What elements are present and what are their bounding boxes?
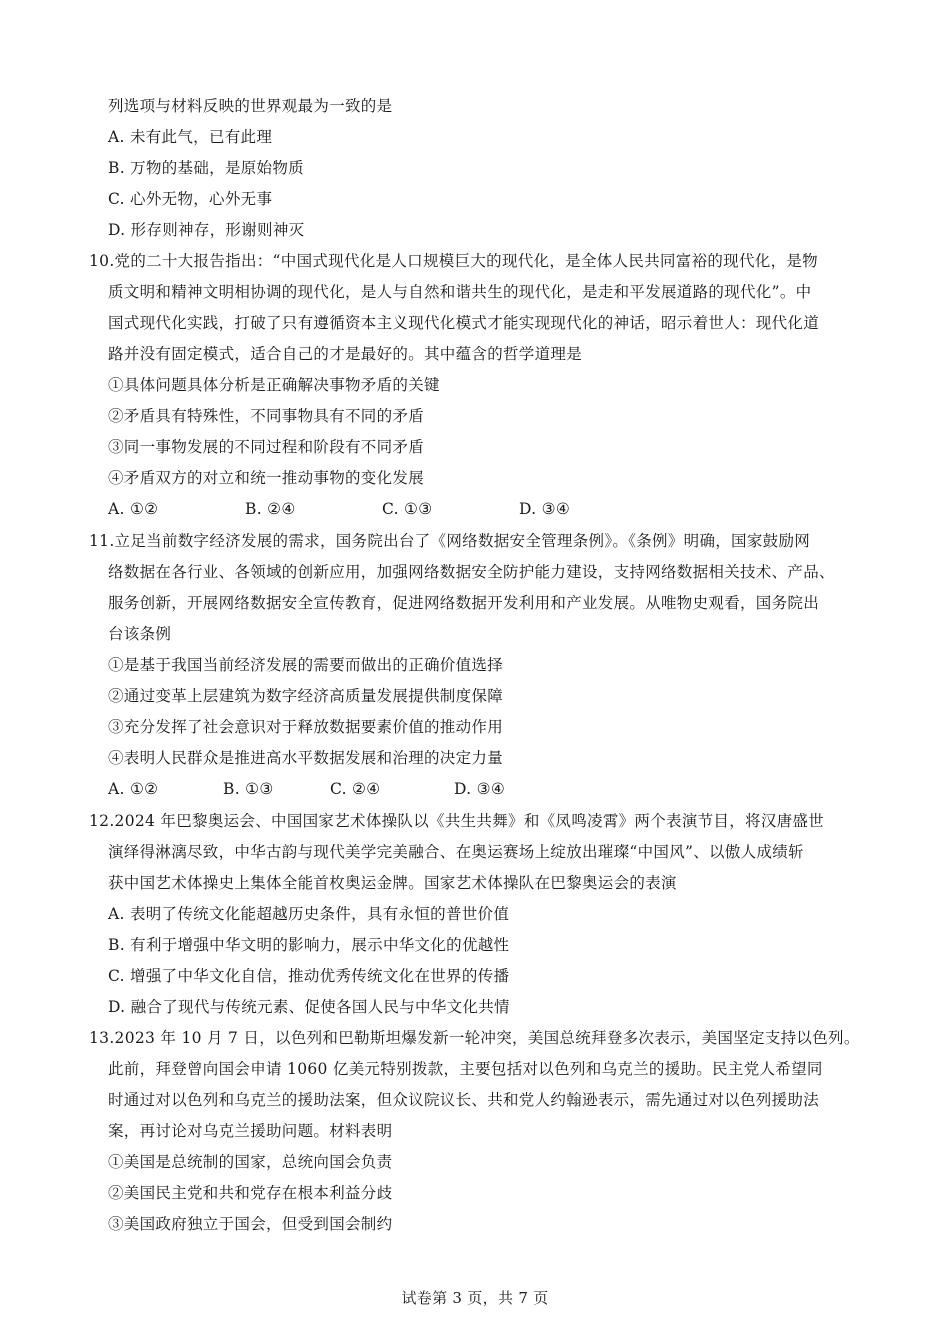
- question-13-stem-line: 此前，拜登曾向国会申请 1060 亿美元特别拨款，主要包括对以色列和乌克兰的援助。民主党人希望同: [108, 1060, 823, 1078]
- question-9-option-b: B. 万物的基础，是原始物质: [108, 159, 304, 177]
- question-12-option-b: B. 有利于增强中华文明的影响力，展示中华文化的优越性: [108, 936, 510, 954]
- question-10-stem-line: 质文明和精神文明相协调的现代化，是人与自然和谐共生的现代化，是走和平发展道路的现代化”。中: [108, 283, 812, 301]
- question-9-option-c: C. 心外无物，心外无事: [108, 190, 273, 208]
- question-13-statement: ①美国是总统制的国家，总统向国会负责: [108, 1153, 393, 1171]
- question-10-statement: ①具体问题具体分析是正确解决事物矛盾的关键: [108, 376, 440, 394]
- question-11-statement: ②通过变革上层建筑为数字经济高质量发展提供制度保障: [108, 687, 504, 705]
- question-12-option-a: A. 表明了传统文化能超越历史条件，具有永恒的普世价值: [108, 905, 510, 923]
- question-12-option-c: C. 增强了中华文化自信，推动优秀传统文化在世界的传播: [108, 967, 510, 985]
- question-11-choice-b: B. ①③: [223, 780, 274, 798]
- question-11-choice-c: C. ②④: [330, 780, 381, 798]
- question-11-stem-line: 11.立足当前数字经济发展的需求，国务院出台了《网络数据安全管理条例》。《条例》明确，国家鼓励网: [89, 532, 811, 550]
- question-10-choices: [108, 498, 570, 520]
- question-11-stem-line: 台该条例: [108, 625, 172, 643]
- question-10-stem-line: 路并没有固定模式，适合自己的才是最好的。其中蕴含的哲学道理是: [108, 345, 583, 363]
- question-10-choice-a: A. ①②: [108, 500, 159, 518]
- question-10-stem-line: 国式现代化实践，打破了只有遵循资本主义现代化模式才能实现现代化的神话，昭示着世人：现代化道: [108, 314, 820, 332]
- question-11-stem-line: 络数据在各行业、各领域的创新应用，加强网络数据安全防护能力建设，支持网络数据相关技术、产品、: [108, 563, 835, 581]
- page-footer: 试卷第 3 页，共 7 页: [401, 1289, 549, 1307]
- question-13-stem-line: 案，再讨论对乌克兰援助问题。材料表明: [108, 1122, 393, 1140]
- question-11-statement: ③充分发挥了社会意识对于释放数据要素价值的推动作用: [108, 718, 504, 736]
- question-13-stem-line: 13.2023 年 10 月 7 日，以色列和巴勒斯坦爆发新一轮冲突，美国总统拜登多次表示，美国坚定支持以色列。: [89, 1029, 860, 1047]
- question-12-option-d: D. 融合了现代与传统元素、促使各国人民与中华文化共情: [108, 998, 510, 1016]
- question-13-statement: ②美国民主党和共和党存在根本利益分歧: [108, 1184, 393, 1202]
- question-9-option-a: A. 未有此气，已有此理: [108, 128, 273, 146]
- question-11-choice-d: D. ③④: [454, 780, 506, 798]
- question-12-stem-line: 演绎得淋漓尽致，中华古韵与现代美学完美融合、在奥运赛场上绽放出璀璨“中国风”、以傲人成绩斩: [108, 843, 804, 861]
- question-10-choice-c: C. ①③: [382, 500, 433, 518]
- question-11-stem-line: 服务创新，开展网络数据安全宣传教育，促进网络数据开发利用和产业发展。从唯物史观看，国务院出: [108, 594, 820, 612]
- question-10-choice-d: D. ③④: [519, 500, 571, 518]
- question-10-choice-b: B. ②④: [245, 500, 296, 518]
- question-11-statement: ①是基于我国当前经济发展的需要而做出的正确价值选择: [108, 656, 504, 674]
- question-13-statement: ③美国政府独立于国会，但受到国会制约: [108, 1215, 393, 1233]
- question-10-statement: ②矛盾具有特殊性，不同事物具有不同的矛盾: [108, 407, 425, 425]
- question-12-stem-line: 获中国艺术体操史上集体全能首枚奥运金牌。国家艺术体操队在巴黎奥运会的表演: [108, 874, 677, 892]
- question-11-choices: [108, 778, 505, 800]
- question-11-statement: ④表明人民群众是推进高水平数据发展和治理的决定力量: [108, 749, 504, 767]
- question-9-option-d: D. 形存则神存，形谢则神灭: [108, 221, 305, 239]
- question-10-stem-line: 10.党的二十大报告指出：“中国式现代化是人口规模巨大的现代化，是全体人民共同富裕的现代化，是物: [89, 252, 818, 270]
- question-10-statement: ④矛盾双方的对立和统一推动事物的变化发展: [108, 469, 425, 487]
- question-11-choice-a: A. ①②: [108, 780, 159, 798]
- question-10-statement: ③同一事物发展的不同过程和阶段有不同矛盾: [108, 438, 425, 456]
- question-12-stem-line: 12.2024 年巴黎奥运会、中国国家艺术体操队以《共生共舞》和《凤鸣凌霄》两个表演节目，将汉唐盛世: [89, 812, 825, 830]
- question-9-stem-tail: 列选项与材料反映的世界观最为一致的是: [108, 97, 393, 115]
- question-13-stem-line: 时通过对以色列和乌克兰的援助法案，但众议院议长、共和党人约翰逊表示，需先通过对以色列援助法: [108, 1091, 820, 1109]
